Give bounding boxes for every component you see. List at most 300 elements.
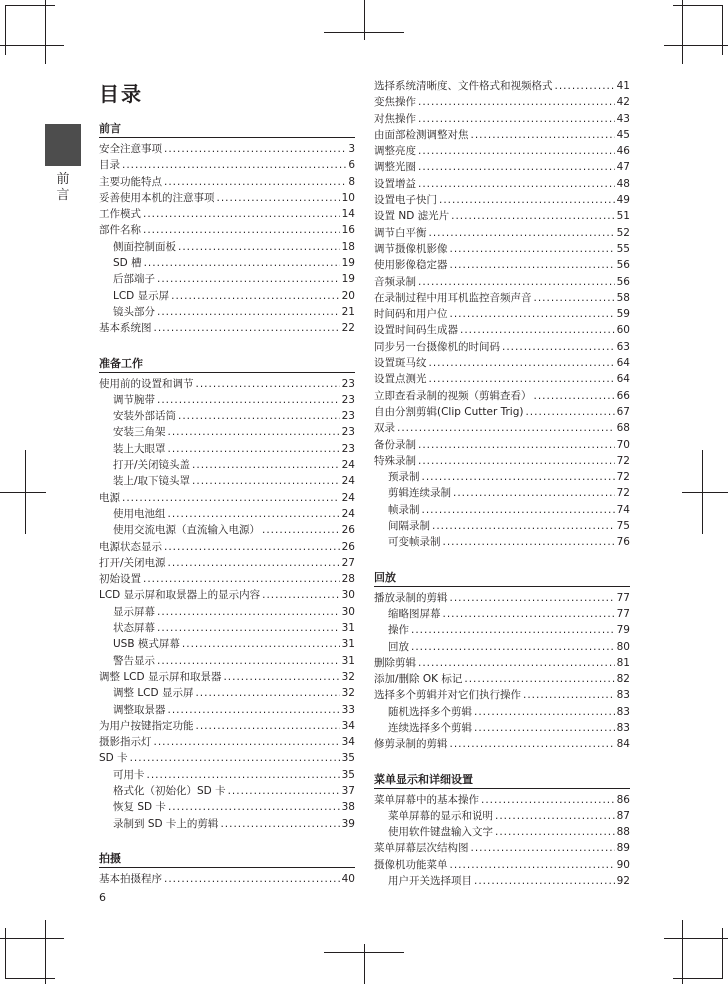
toc-entry[interactable] bbox=[374, 371, 630, 387]
dot-leader bbox=[164, 871, 340, 887]
dot-leader bbox=[450, 306, 615, 322]
dot-leader bbox=[164, 539, 340, 555]
toc-entry-page: 8 bbox=[348, 175, 355, 188]
toc-entry-page: 60 bbox=[616, 324, 630, 337]
toc-entry-label: 调整取景器 bbox=[113, 703, 166, 716]
toc-entry-label: 部件名称 bbox=[99, 224, 141, 237]
toc-entry-label: 录制到 SD 卡上的剪辑 bbox=[113, 817, 219, 830]
toc-entry[interactable] bbox=[99, 457, 355, 473]
dot-leader bbox=[450, 857, 615, 873]
toc-entry[interactable] bbox=[99, 408, 355, 424]
toc-entry-label: 可变帧录制 bbox=[388, 536, 441, 549]
toc-entry-label: 设置斑马纹 bbox=[374, 357, 427, 370]
toc-entry[interactable] bbox=[374, 355, 630, 371]
toc-entry-label: 恢复 SD 卡 bbox=[113, 801, 166, 814]
toc-entry-page: 23 bbox=[341, 410, 355, 423]
toc-entry-label: 使用影像稳定器 bbox=[374, 259, 448, 272]
toc-entry[interactable] bbox=[374, 176, 630, 192]
toc-entry[interactable] bbox=[99, 157, 355, 173]
toc-entry-label: 设置电子快门 bbox=[374, 194, 437, 207]
dot-leader bbox=[411, 639, 615, 655]
toc-entry[interactable] bbox=[99, 767, 355, 783]
toc-entry-label: 立即查看录制的视频（剪辑查看） bbox=[374, 389, 532, 402]
dot-leader bbox=[418, 111, 615, 127]
dot-leader bbox=[182, 636, 340, 652]
toc-entry-label: 用户开关选择项目 bbox=[388, 875, 472, 888]
toc-entry[interactable] bbox=[99, 441, 355, 457]
dot-leader bbox=[429, 225, 615, 241]
dot-leader bbox=[534, 388, 615, 404]
toc-entry[interactable] bbox=[374, 453, 630, 469]
toc-entry-label: 设置 ND 滤光片 bbox=[374, 210, 450, 223]
toc-entry-page: 23 bbox=[341, 426, 355, 439]
toc-entry-label: 基本拍摄程序 bbox=[99, 872, 162, 885]
toc-entry[interactable] bbox=[374, 840, 630, 856]
dot-leader bbox=[143, 222, 340, 238]
toc-entry[interactable] bbox=[99, 871, 355, 887]
toc-entry[interactable] bbox=[99, 320, 355, 336]
toc-entry-page: 68 bbox=[616, 422, 630, 435]
toc-entry-page: 76 bbox=[616, 536, 630, 549]
dot-leader bbox=[474, 704, 615, 720]
toc-entry-label: 设置增益 bbox=[374, 177, 416, 190]
toc-entry-page: 47 bbox=[616, 161, 630, 174]
toc-entry-label: 缩略图屏幕 bbox=[388, 607, 441, 620]
dot-leader bbox=[525, 404, 614, 420]
toc-entry-page: 74 bbox=[616, 503, 630, 516]
toc-entry-label: 镜头部分 bbox=[113, 305, 155, 318]
toc-entry-label: 调节白平衡 bbox=[374, 226, 427, 239]
section-tab-label: 前言 bbox=[56, 172, 70, 203]
dot-leader bbox=[451, 208, 615, 224]
toc-entry[interactable] bbox=[374, 639, 630, 655]
toc-entry[interactable] bbox=[99, 190, 355, 206]
toc-entry[interactable] bbox=[99, 734, 355, 750]
toc-entry[interactable] bbox=[374, 720, 630, 736]
toc-entry-page: 87 bbox=[616, 809, 630, 822]
toc-entry[interactable] bbox=[99, 718, 355, 734]
toc-entry-page: 32 bbox=[341, 670, 355, 683]
toc-entry-page: 58 bbox=[616, 291, 630, 304]
toc-entry[interactable] bbox=[374, 469, 630, 485]
toc-entry-page: 75 bbox=[616, 520, 630, 533]
toc-entry[interactable] bbox=[99, 587, 355, 603]
toc-entry-label: 安全注意事项 bbox=[99, 143, 162, 155]
toc-entry-page: 37 bbox=[341, 784, 355, 797]
dot-leader bbox=[220, 816, 339, 832]
toc-entry-page: 67 bbox=[616, 405, 630, 418]
toc-entry-page: 20 bbox=[341, 289, 355, 302]
toc-entry-page: 82 bbox=[616, 673, 630, 686]
toc-entry-label: 在录制过程中用耳机监控音频声音 bbox=[374, 291, 532, 304]
dot-leader bbox=[192, 473, 340, 489]
toc-entry[interactable] bbox=[99, 636, 355, 652]
toc-entry[interactable] bbox=[374, 857, 630, 873]
toc-entry[interactable] bbox=[374, 502, 630, 518]
dot-leader bbox=[143, 206, 340, 222]
toc-entry[interactable] bbox=[99, 506, 355, 522]
toc-entry-page: 92 bbox=[616, 875, 630, 888]
dot-leader bbox=[418, 94, 615, 110]
toc-entry[interactable] bbox=[99, 816, 355, 832]
toc-entry[interactable] bbox=[374, 322, 630, 338]
dot-leader bbox=[443, 606, 615, 622]
section-heading: 准备工作 bbox=[99, 355, 355, 373]
toc-entry[interactable] bbox=[99, 424, 355, 440]
dot-leader bbox=[262, 587, 340, 603]
dot-leader bbox=[555, 78, 615, 94]
toc-entry[interactable] bbox=[374, 78, 630, 94]
toc-entry-label: 侧面控制面板 bbox=[113, 240, 176, 253]
dot-leader bbox=[178, 408, 340, 424]
toc-entry-page: 56 bbox=[616, 275, 630, 288]
toc-entry[interactable] bbox=[374, 143, 630, 159]
toc-entry[interactable] bbox=[374, 290, 630, 306]
toc-entry-page: 86 bbox=[616, 793, 630, 806]
dot-leader bbox=[223, 669, 339, 685]
page-title: 目录 bbox=[99, 82, 143, 106]
toc-entry[interactable] bbox=[374, 808, 630, 824]
toc-entry[interactable] bbox=[99, 490, 355, 506]
toc-entry[interactable] bbox=[374, 111, 630, 127]
toc-entry-page: 90 bbox=[616, 858, 630, 871]
dot-leader bbox=[471, 840, 615, 856]
toc-entry-page: 30 bbox=[341, 589, 355, 602]
toc-entry[interactable] bbox=[99, 222, 355, 238]
dot-leader bbox=[429, 355, 615, 371]
dot-leader bbox=[154, 320, 340, 336]
toc-entry-label: 后部端子 bbox=[113, 273, 155, 286]
dot-leader bbox=[144, 255, 340, 271]
toc-entry-label: 状态屏幕 bbox=[113, 622, 155, 635]
toc-entry-label: 播放录制的剪辑 bbox=[374, 591, 448, 604]
toc-entry-label: 预录制 bbox=[388, 471, 420, 484]
dot-leader bbox=[495, 808, 615, 824]
toc-entry-label: 调整 LCD 显示屏 bbox=[113, 687, 194, 700]
toc-entry-label: SD 卡 bbox=[99, 752, 128, 765]
toc-entry-page: 52 bbox=[616, 226, 630, 239]
toc-entry-label: 妥善使用本机的注意事项 bbox=[99, 191, 215, 204]
toc-entry-page: 72 bbox=[616, 487, 630, 500]
toc-entry[interactable] bbox=[374, 518, 630, 534]
toc-entry-page: 35 bbox=[341, 752, 355, 765]
toc-entry-label: 连续选择多个剪辑 bbox=[388, 721, 472, 734]
toc-entry-label: 警告显示 bbox=[113, 654, 155, 667]
dot-leader bbox=[534, 290, 615, 306]
toc-entry-page: 64 bbox=[616, 357, 630, 370]
toc-entry[interactable] bbox=[99, 653, 355, 669]
toc-entry[interactable] bbox=[99, 304, 355, 320]
toc-entry-label: 装上大眼罩 bbox=[113, 442, 166, 455]
toc-entry[interactable] bbox=[374, 687, 630, 703]
dot-leader bbox=[474, 873, 615, 889]
dot-leader bbox=[262, 522, 340, 538]
dot-leader bbox=[432, 518, 615, 534]
toc-entry[interactable] bbox=[374, 792, 630, 808]
toc-entry[interactable] bbox=[99, 239, 355, 255]
toc-entry[interactable] bbox=[374, 127, 630, 143]
toc-entry-label: 菜单屏幕的显示和说明 bbox=[388, 809, 493, 822]
toc-entry-label: 菜单屏幕层次结构图 bbox=[374, 842, 469, 855]
toc-entry[interactable] bbox=[374, 339, 630, 355]
dot-leader bbox=[453, 485, 615, 501]
toc-entry-label: 设置点测光 bbox=[374, 373, 427, 386]
dot-leader bbox=[122, 157, 346, 173]
toc-entry[interactable] bbox=[99, 392, 355, 408]
toc-entry-page: 89 bbox=[616, 842, 630, 855]
section-tab-marker bbox=[45, 124, 81, 166]
dot-leader bbox=[460, 322, 615, 338]
toc-entry-page: 64 bbox=[616, 373, 630, 386]
toc-entry-label: 设置时间码生成器 bbox=[374, 324, 458, 337]
toc-entry-page: 14 bbox=[341, 208, 355, 221]
toc-entry-page: 81 bbox=[616, 656, 630, 669]
toc-entry-page: 31 bbox=[341, 654, 355, 667]
toc-entry[interactable] bbox=[374, 873, 630, 889]
dot-leader bbox=[418, 655, 615, 671]
toc-entry[interactable] bbox=[99, 255, 355, 271]
toc-entry[interactable] bbox=[374, 225, 630, 241]
toc-entry-label: 装上/取下镜头罩 bbox=[113, 475, 191, 488]
toc-entry-label: 特殊录制 bbox=[374, 454, 416, 467]
toc-entry-page: 23 bbox=[341, 393, 355, 406]
toc-entry[interactable] bbox=[99, 783, 355, 799]
toc-entry-page: 80 bbox=[616, 640, 630, 653]
toc-entry-page: 72 bbox=[616, 454, 630, 467]
dot-leader bbox=[195, 685, 339, 701]
toc-entry[interactable] bbox=[374, 404, 630, 420]
dot-leader bbox=[157, 653, 340, 669]
dot-leader bbox=[157, 620, 340, 636]
toc-entry-label: 使用交流电源（直流输入电源） bbox=[113, 524, 260, 537]
toc-entry[interactable] bbox=[374, 736, 630, 752]
toc-entry-page: 79 bbox=[616, 624, 630, 637]
toc-entry-page: 56 bbox=[616, 259, 630, 272]
toc-entry-page: 26 bbox=[341, 540, 355, 553]
toc-entry-page: 30 bbox=[341, 605, 355, 618]
toc-entry-page: 77 bbox=[616, 607, 630, 620]
toc-entry-label: LCD 显示屏和取景器上的显示内容 bbox=[99, 589, 261, 602]
dot-leader bbox=[192, 457, 340, 473]
toc-entry-label: 自由分割剪辑(Clip Cutter Trig) bbox=[374, 405, 524, 418]
dot-leader bbox=[157, 604, 340, 620]
toc-entry-label: 工作模式 bbox=[99, 208, 141, 221]
toc-entry-label: 电源状态显示 bbox=[99, 540, 162, 553]
dot-leader bbox=[418, 274, 615, 290]
toc-entry[interactable] bbox=[99, 376, 355, 392]
toc-entry[interactable] bbox=[99, 174, 355, 190]
dot-leader bbox=[397, 420, 615, 436]
dot-leader bbox=[178, 239, 340, 255]
toc-entry-page: 24 bbox=[341, 507, 355, 520]
toc-entry-page: 27 bbox=[341, 556, 355, 569]
toc-entry-label: 对焦操作 bbox=[374, 112, 416, 125]
toc-entry-label: 摄像机功能菜单 bbox=[374, 858, 448, 871]
dot-leader bbox=[157, 271, 340, 287]
toc-entry[interactable] bbox=[99, 669, 355, 685]
toc-entry-page: 19 bbox=[341, 273, 355, 286]
toc-entry[interactable] bbox=[99, 555, 355, 571]
toc-entry-page: 38 bbox=[341, 801, 355, 814]
toc-entry[interactable] bbox=[99, 288, 355, 304]
toc-entry-page: 72 bbox=[616, 471, 630, 484]
dot-leader bbox=[422, 469, 615, 485]
dot-leader bbox=[422, 502, 615, 518]
toc-entry[interactable] bbox=[374, 671, 630, 687]
toc-entry-page: 21 bbox=[341, 305, 355, 318]
toc-entry-label: 备份录制 bbox=[374, 438, 416, 451]
section-heading: 拍摄 bbox=[99, 850, 355, 868]
toc-entry-page: 24 bbox=[341, 459, 355, 472]
dot-leader bbox=[130, 750, 340, 766]
toc-entry-label: 音频录制 bbox=[374, 275, 416, 288]
toc-entry-label: 添加/删除 OK 标记 bbox=[374, 673, 463, 686]
toc-entry-label: 选择系统清晰度、文件格式和视频格式 bbox=[374, 80, 553, 92]
toc-entry-label: 修剪录制的剪辑 bbox=[374, 738, 448, 751]
dot-leader bbox=[464, 671, 614, 687]
toc-entry[interactable] bbox=[99, 539, 355, 555]
toc-entry[interactable] bbox=[99, 620, 355, 636]
toc-entry-label: 调整 LCD 显示屏和取景器 bbox=[99, 670, 222, 683]
toc-entry[interactable] bbox=[374, 590, 630, 606]
toc-entry-page: 23 bbox=[341, 377, 355, 390]
toc-entry[interactable] bbox=[374, 241, 630, 257]
toc-entry-label: 剪辑连续录制 bbox=[388, 487, 451, 500]
toc-entry-page: 46 bbox=[616, 145, 630, 158]
toc-entry-page: 34 bbox=[341, 736, 355, 749]
toc-entry[interactable] bbox=[374, 94, 630, 110]
dot-leader bbox=[418, 143, 615, 159]
toc-entry-page: 66 bbox=[616, 389, 630, 402]
dot-leader bbox=[450, 590, 615, 606]
toc-entry-page: 24 bbox=[341, 475, 355, 488]
dot-leader bbox=[418, 176, 615, 192]
toc-entry-page: 28 bbox=[341, 573, 355, 586]
toc-entry-label: SD 槽 bbox=[113, 257, 142, 270]
toc-entry[interactable] bbox=[99, 685, 355, 701]
toc-entry[interactable] bbox=[99, 571, 355, 587]
toc-entry[interactable] bbox=[374, 606, 630, 622]
toc-entry-page: 22 bbox=[341, 322, 355, 335]
toc-entry-label: 显示屏幕 bbox=[113, 605, 155, 618]
dot-leader bbox=[168, 424, 340, 440]
toc-entry-label: 菜单屏幕中的基本操作 bbox=[374, 793, 479, 806]
toc-entry[interactable] bbox=[374, 192, 630, 208]
toc-entry[interactable] bbox=[99, 206, 355, 222]
toc-entry[interactable] bbox=[374, 257, 630, 273]
toc-entry-page: 51 bbox=[616, 210, 630, 223]
toc-entry-label: LCD 显示屏 bbox=[113, 289, 170, 302]
toc-entry-page: 70 bbox=[616, 438, 630, 451]
toc-entry-label: 可用卡 bbox=[113, 768, 145, 781]
toc-entry-label: 初始设置 bbox=[99, 573, 141, 586]
dot-leader bbox=[418, 453, 615, 469]
toc-entry[interactable] bbox=[99, 473, 355, 489]
dot-leader bbox=[217, 190, 340, 206]
toc-entry-label: 使用前的设置和调节 bbox=[99, 377, 194, 390]
toc-entry-page: 83 bbox=[616, 705, 630, 718]
toc-entry[interactable] bbox=[374, 306, 630, 322]
toc-entry[interactable] bbox=[99, 141, 355, 157]
toc-entry[interactable] bbox=[99, 799, 355, 815]
toc-entry-page: 18 bbox=[341, 240, 355, 253]
toc-entry[interactable] bbox=[374, 824, 630, 840]
dot-leader bbox=[495, 824, 615, 840]
dot-leader bbox=[196, 376, 340, 392]
toc-entry-label: 双录 bbox=[374, 422, 395, 435]
toc-entry-page: 40 bbox=[341, 872, 355, 885]
toc-entry-label: 调节摄像机影像 bbox=[374, 242, 448, 255]
toc-entry[interactable] bbox=[374, 622, 630, 638]
toc-entry[interactable] bbox=[99, 271, 355, 287]
toc-entry-page: 83 bbox=[616, 721, 630, 734]
toc-entry-label: 回放 bbox=[388, 640, 409, 653]
toc-entry[interactable] bbox=[374, 655, 630, 671]
toc-entry-page: 6 bbox=[348, 159, 355, 172]
toc-entry[interactable] bbox=[374, 208, 630, 224]
toc-entry-page: 10 bbox=[341, 191, 355, 204]
toc-entry[interactable] bbox=[99, 522, 355, 538]
dot-leader bbox=[122, 490, 340, 506]
dot-leader bbox=[164, 174, 346, 190]
toc-entry-page: 24 bbox=[341, 491, 355, 504]
toc-entry[interactable] bbox=[374, 420, 630, 436]
toc-entry[interactable] bbox=[374, 159, 630, 175]
toc-entry-label: 使用软件键盘输入文字 bbox=[388, 826, 493, 839]
toc-entry-label: 调整光圈 bbox=[374, 161, 416, 174]
toc-entry-page: 26 bbox=[341, 524, 355, 537]
toc-entry-page: 63 bbox=[616, 340, 630, 353]
dot-leader bbox=[443, 534, 615, 550]
section-heading: 菜单显示和详细设置 bbox=[374, 771, 630, 789]
dot-leader bbox=[154, 734, 340, 750]
toc-entry[interactable] bbox=[99, 750, 355, 766]
toc-entry-label: 时间码和用户位 bbox=[374, 308, 448, 321]
toc-entry-page: 45 bbox=[616, 128, 630, 141]
dot-leader bbox=[228, 783, 340, 799]
toc-left-column bbox=[99, 120, 355, 887]
toc-entry[interactable] bbox=[374, 704, 630, 720]
toc-right-column bbox=[374, 78, 630, 889]
toc-entry-page: 35 bbox=[341, 768, 355, 781]
dot-leader bbox=[168, 506, 340, 522]
toc-entry-label: 主要功能特点 bbox=[99, 175, 162, 188]
toc-entry-label: 帧录制 bbox=[388, 503, 420, 516]
dot-leader bbox=[411, 622, 615, 638]
toc-entry-page: 39 bbox=[341, 817, 355, 830]
toc-entry-label: 操作 bbox=[388, 624, 409, 637]
toc-entry-page: 34 bbox=[341, 719, 355, 732]
toc-entry-page: 42 bbox=[616, 96, 630, 109]
toc-entry[interactable] bbox=[374, 388, 630, 404]
toc-entry-page: 23 bbox=[341, 442, 355, 455]
dot-leader bbox=[418, 159, 615, 175]
dot-leader bbox=[471, 127, 615, 143]
toc-entry-page: 19 bbox=[341, 257, 355, 270]
toc-entry[interactable] bbox=[374, 274, 630, 290]
toc-entry-page: 77 bbox=[616, 591, 630, 604]
toc-entry[interactable] bbox=[99, 604, 355, 620]
toc-entry-label: 调整亮度 bbox=[374, 145, 416, 158]
toc-entry-page: 88 bbox=[616, 826, 630, 839]
toc-entry-page: 41 bbox=[616, 80, 630, 92]
toc-entry[interactable] bbox=[374, 437, 630, 453]
toc-entry-page: 48 bbox=[616, 177, 630, 190]
toc-entry[interactable] bbox=[374, 485, 630, 501]
toc-entry[interactable] bbox=[374, 534, 630, 550]
toc-entry[interactable] bbox=[99, 702, 355, 718]
dot-leader bbox=[429, 371, 615, 387]
